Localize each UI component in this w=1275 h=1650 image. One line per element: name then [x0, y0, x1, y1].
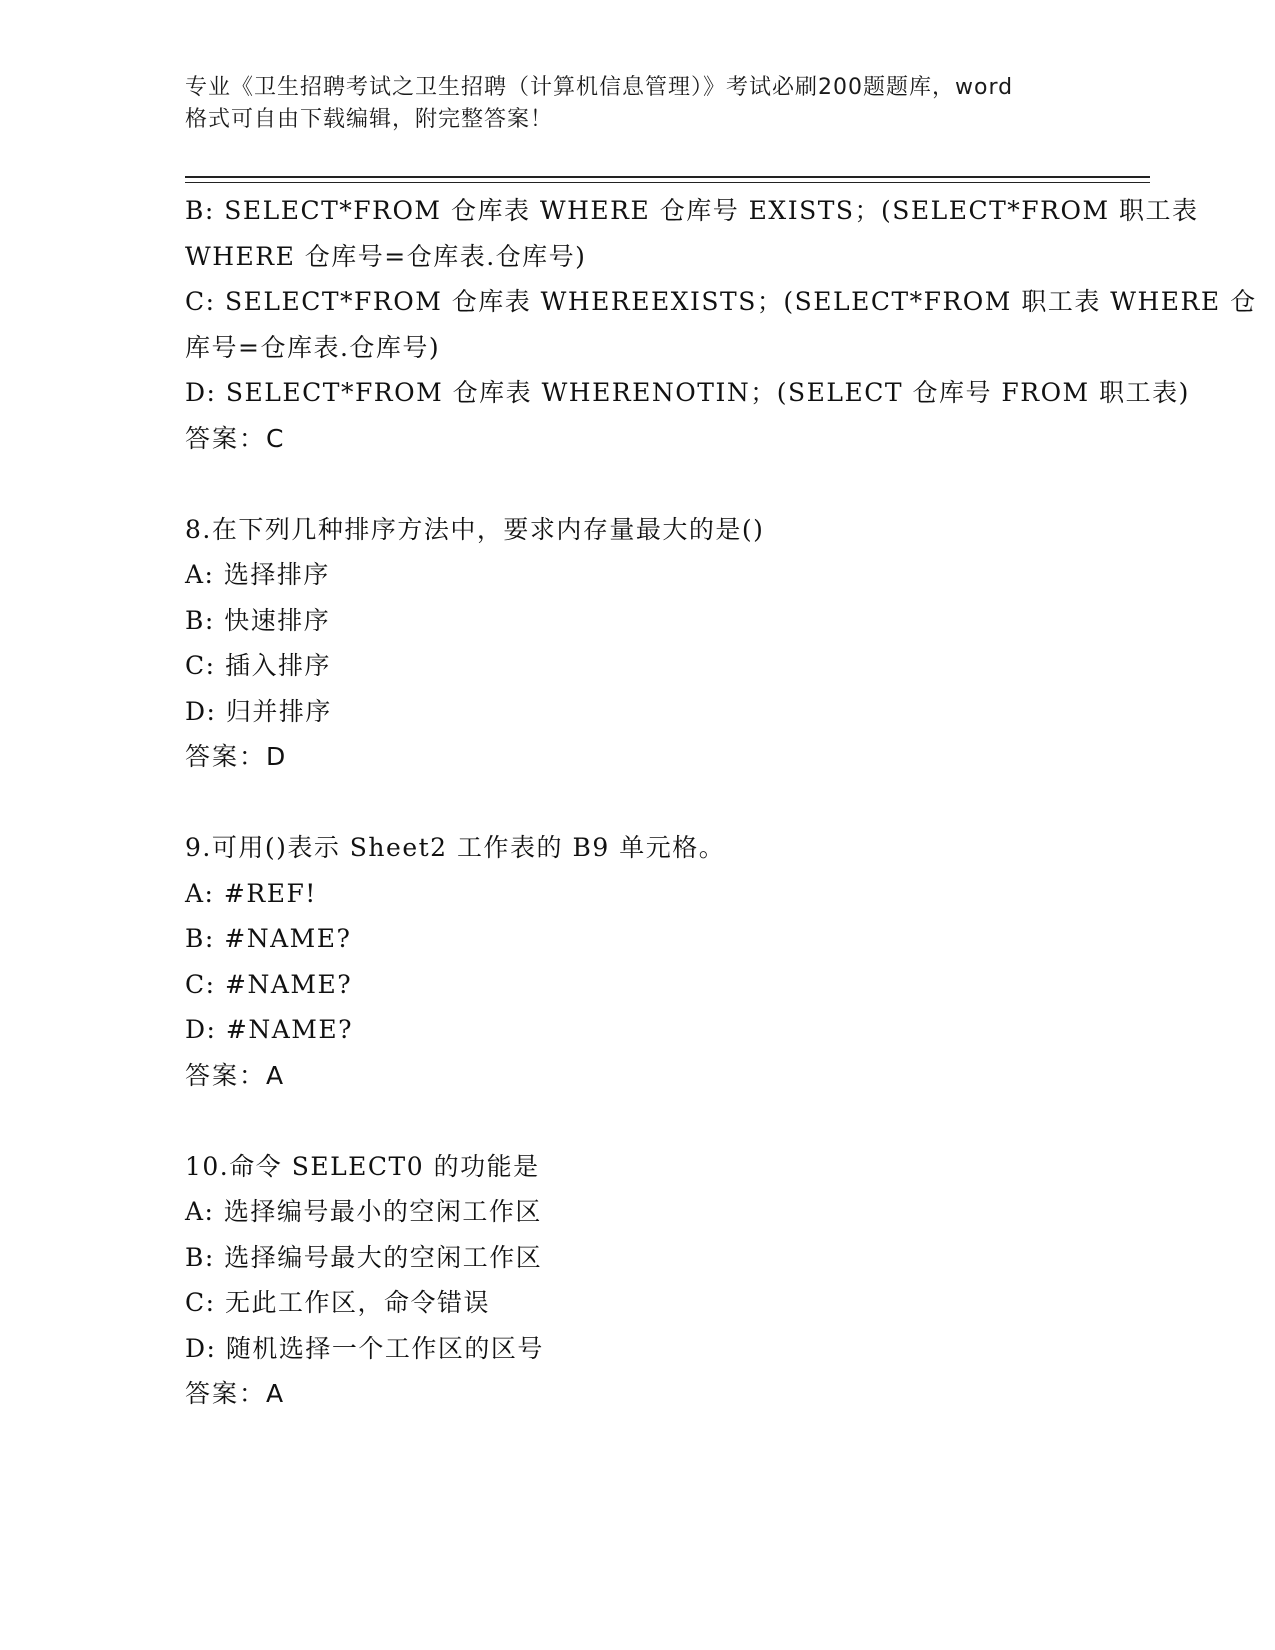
option-a: A: #REF! — [185, 878, 317, 908]
header-line-1: 专业《卫生招聘考试之卫生招聘（计算机信息管理）》考试必刷200题题库，word — [185, 75, 1014, 100]
option-d: D: #NAME? — [185, 1015, 354, 1044]
header-line-2: 格式可自由下载编辑，附完整答案！ — [185, 107, 554, 132]
option-b: B: 快速排序 — [185, 605, 331, 635]
option-b: B: 选择编号最大的空闲工作区 — [185, 1242, 543, 1272]
option-c-continued: 库号=仓库表.仓库号) — [185, 332, 441, 362]
option-a: A: 选择编号最小的空闲工作区 — [185, 1197, 542, 1226]
question-stem: 8.在下列几种排序方法中，要求内存量最大的是() — [185, 514, 765, 544]
option-b-continued: WHERE 仓库号=仓库表.仓库号) — [185, 241, 587, 271]
option-d: D: SELECT*FROM 仓库表 WHERENOTIN；(SELECT 仓库号 FROM 职工表) — [185, 378, 1190, 407]
question-8 — [185, 507, 1065, 780]
answer: 答案：D — [185, 742, 288, 771]
option-b: B: SELECT*FROM 仓库表 WHERE 仓库号 EXISTS；(SELECT*FROM 职工表 — [185, 196, 1199, 225]
answer: 答案：A — [185, 1379, 286, 1408]
option-c: C: #NAME? — [185, 969, 353, 999]
header-divider-thick — [185, 176, 1150, 178]
answer: 答案：C — [185, 423, 286, 453]
option-b: B: #NAME? — [185, 924, 352, 953]
option-d: D: 归并排序 — [185, 696, 332, 726]
option-d: D: 随机选择一个工作区的区号 — [185, 1333, 544, 1363]
question-stem: 10.命令 SELECT0 的功能是 — [185, 1151, 540, 1181]
document-header — [185, 72, 1105, 136]
spacer — [185, 461, 1065, 507]
option-c: C: SELECT*FROM 仓库表 WHEREEXISTS；(SELECT*FROM 职工表 WHERE 仓 — [185, 287, 1257, 316]
question-9 — [185, 825, 1065, 1098]
spacer — [185, 780, 1065, 826]
header-divider-thin — [185, 182, 1150, 183]
answer: 答案：A — [185, 1060, 286, 1090]
option-c: C: 插入排序 — [185, 651, 331, 680]
option-a: A: 选择排序 — [185, 560, 330, 589]
question-10 — [185, 1144, 1065, 1417]
question-list — [185, 188, 1257, 1417]
option-c: C: 无此工作区，命令错误 — [185, 1288, 490, 1317]
question-stem: 9.可用()表示 Sheet2 工作表的 B9 单元格。 — [185, 833, 726, 862]
question-7-tail — [185, 188, 1257, 461]
spacer — [185, 1098, 1065, 1144]
